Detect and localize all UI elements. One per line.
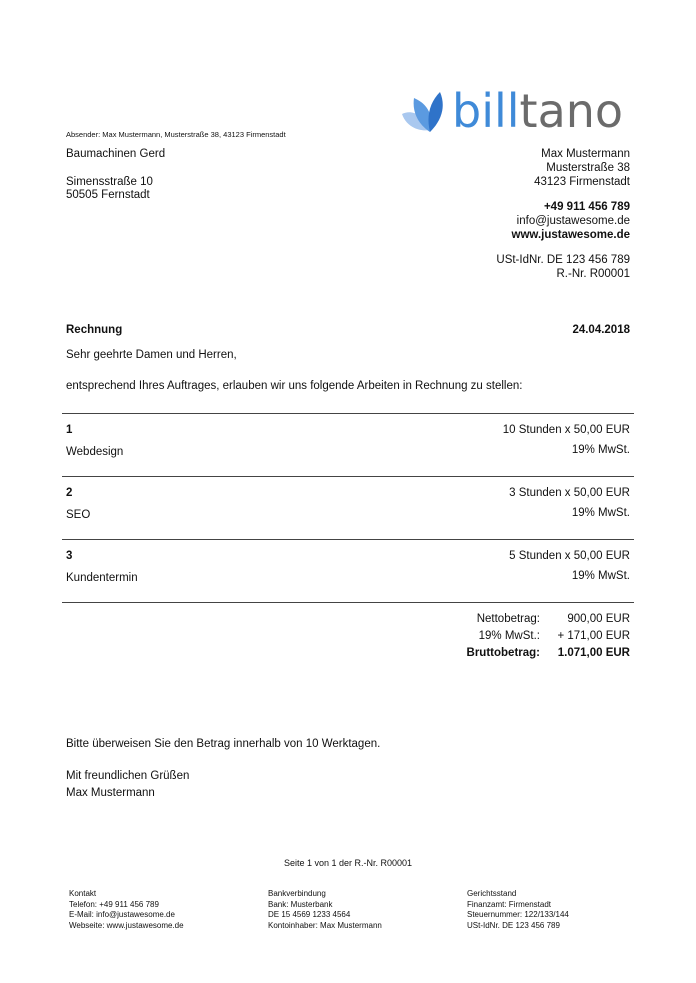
net-label: Nettobetrag: [476, 613, 540, 625]
issuer-web: www.justawesome.de [511, 229, 630, 241]
item-tax: 19% MwSt. [571, 507, 630, 519]
sender-line: Absender: Max Mustermann, Musterstraße 38, 43123 Firmenstadt [66, 130, 286, 139]
footer-line: E-Mail: info@justawesome.de [69, 910, 175, 919]
divider [62, 476, 634, 477]
footer-line: Finanzamt: Firmenstadt [467, 899, 552, 909]
footer-line: USt-IdNr. DE 123 456 789 [467, 920, 560, 930]
payment-note: Bitte überweisen Sie den Betrag innerhalb von 10 Werktagen. [66, 738, 381, 750]
logo-text-bill: bill [452, 84, 520, 138]
gross-label: Bruttobetrag: [466, 647, 540, 659]
item-number: 2 [66, 487, 73, 499]
recipient-street: Simensstraße 10 [66, 176, 153, 188]
item-name: SEO [66, 509, 91, 521]
logo-wordmark [452, 84, 623, 138]
footer-line: Telefon: +49 911 456 789 [69, 899, 159, 909]
salutation: Sehr geehrte Damen und Herren, [66, 349, 237, 361]
item-tax: 19% MwSt. [571, 570, 630, 582]
item-quantity: 5 Stunden x 50,00 EUR [509, 550, 630, 562]
item-name: Webdesign [66, 446, 124, 458]
footer-bank [268, 889, 382, 931]
recipient-city: 50505 Fernstadt [66, 189, 150, 201]
footer-line: Webseite: www.justawesome.de [69, 920, 184, 930]
footer-line: DE 15 4569 1233 4564 [268, 910, 351, 919]
greeting: Mit freundlichen Grüßen [66, 770, 190, 782]
issuer-email: info@justawesome.de [516, 215, 630, 227]
issuer-name: Max Mustermann [541, 148, 630, 160]
gross-value: 1.071,00 EUR [557, 647, 630, 659]
footer-contact [69, 889, 184, 931]
page-number: Seite 1 von 1 der R.-Nr. R00001 [283, 858, 413, 868]
issuer-city: 43123 Firmenstadt [534, 176, 630, 188]
invoice-number: R.-Nr. R00001 [556, 268, 630, 280]
signature-name: Max Mustermann [66, 787, 155, 799]
divider [62, 413, 634, 414]
divider [62, 602, 634, 603]
footer-line: Kontoinhaber: Max Mustermann [268, 920, 382, 930]
vat-label: 19% MwSt.: [478, 630, 540, 642]
logo-text-tano: tano [519, 84, 624, 138]
item-quantity: 10 Stunden x 50,00 EUR [502, 424, 630, 436]
net-value: 900,00 EUR [567, 613, 630, 625]
issuer-street: Musterstraße 38 [546, 162, 630, 174]
footer-line: Steuernummer: 122/133/144 [467, 910, 569, 919]
issuer-vat-id: USt-IdNr. DE 123 456 789 [496, 254, 630, 266]
logo [400, 86, 636, 140]
issuer-phone: +49 911 456 789 [543, 201, 630, 213]
item-quantity: 3 Stunden x 50,00 EUR [509, 487, 630, 499]
footer-heading: Gerichtsstand [467, 889, 517, 898]
footer-heading: Kontakt [69, 889, 97, 898]
divider [62, 539, 634, 540]
intro-text: entsprechend Ihres Auftrages, erlauben wir uns folgende Arbeiten in Rechnung zu stellen: [66, 380, 523, 392]
footer-line: Bank: Musterbank [268, 899, 333, 909]
vat-value: + 171,00 EUR [557, 630, 630, 642]
item-number: 3 [66, 550, 73, 562]
item-number: 1 [66, 424, 73, 436]
item-tax: 19% MwSt. [571, 444, 630, 456]
invoice-date: 24.04.2018 [572, 324, 630, 336]
leaf-icon [400, 86, 456, 140]
footer-heading: Bankverbindung [268, 889, 326, 898]
item-name: Kundentermin [66, 572, 138, 584]
invoice-title: Rechnung [66, 324, 123, 336]
footer-court [467, 889, 569, 931]
recipient-name: Baumachinen Gerd [66, 148, 166, 160]
